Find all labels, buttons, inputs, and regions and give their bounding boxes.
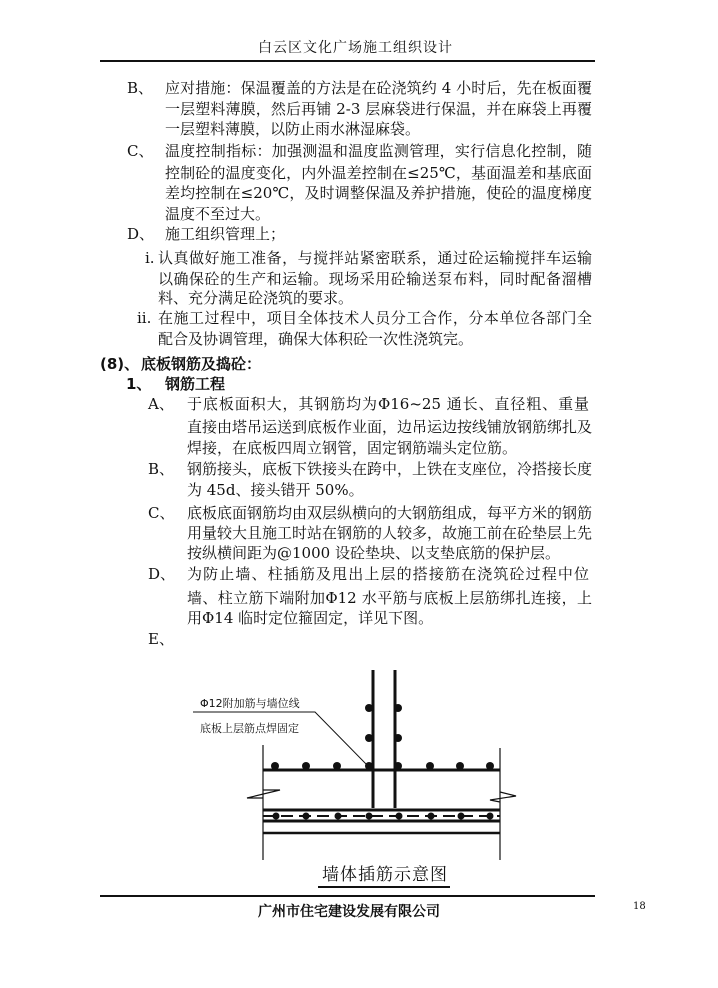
item-label-A: A、 (148, 395, 174, 413)
item-B-line: 一层塑料薄膜，然后再铺 2-3 层麻袋进行保温，并在麻袋上再覆 (165, 100, 592, 118)
item-B2-line: 为 45d、接头错开 50%。 (187, 481, 364, 499)
item-C2-line: 按纵横间距为@1000 设砼垫块、以支垫底筋的保护层。 (187, 544, 560, 562)
figure-caption: 墙体插筋示意图 (322, 865, 448, 885)
item-D2-line: 用Φ14 临时定位箍固定，详见下图。 (187, 609, 434, 627)
item-D2-line: 墙、柱立筋下端附加Φ12 水平筋与底板上层筋绑扎连接，上 (187, 589, 592, 607)
footer-company: 广州市住宅建设发展有限公司 (258, 904, 440, 920)
item-C2-line: 用量较大且施工时站在钢筋的人较多，故施工前在砼垫层上先 (187, 524, 592, 542)
item-A-line: 焊接，在底板四周立钢管，固定钢筋端头定位筋。 (187, 439, 518, 457)
item-C-line: 控制砼的温度变化，内外温差控制在≤25℃，基面温差和基底面 (165, 164, 592, 182)
item-label-C2: C、 (148, 504, 175, 522)
item-label-C: C、 (127, 142, 154, 160)
item-label-B: B、 (127, 79, 154, 97)
subsection-1-label: 1、 (126, 375, 152, 393)
subitem-ii-line: 配合及协调管理，确保大体积砼一次性浇筑完。 (158, 330, 474, 348)
section-8-title: 底板钢筋及捣砼： (141, 355, 262, 373)
subitem-i-line: 以确保砼的生产和运输。现场采用砼输送泵布料，同时配备溜槽 (158, 270, 592, 288)
page-number: 18 (633, 901, 646, 912)
item-C-line: 差均控制在≤20℃，及时调整保温及养护措施，使砼的温度梯度 (165, 184, 592, 202)
figure-caption-underline (318, 886, 450, 888)
item-A-line: 直接由塔吊运送到底板作业面，边吊运边按线铺放钢筋绑扎及 (187, 418, 592, 436)
item-B-line: 应对措施：保温覆盖的方法是在砼浇筑约 4 小时后，先在板面覆 (165, 79, 592, 97)
subitem-label-i: i. (145, 249, 155, 267)
subsection-1-title: 钢筋工程 (165, 375, 226, 393)
item-C-line: 温度控制指标：加强测温和温度监测管理，实行信息化控制，随 (165, 142, 592, 160)
footer-rule (100, 895, 595, 897)
item-A-line: 于底板面积大，其钢筋均为Φ16~25 通长、直径粗、重量 (187, 395, 589, 413)
subitem-ii-line: 在施工过程中，项目全体技术人员分工合作，分本单位各部门全 (158, 309, 592, 327)
item-D-text: 施工组织管理上； (165, 225, 286, 243)
subitem-i-line: 料、充分满足砼浇筑的要求。 (158, 289, 354, 307)
item-B2-line: 钢筋接头，底板下铁接头在跨中，上铁在支座位，冷搭接长度 (187, 460, 592, 478)
figure-label-line2: 底板上层筋点焊固定 (200, 722, 299, 735)
item-C-line: 温度不至过大。 (165, 205, 271, 223)
item-label-D: D、 (127, 225, 155, 243)
item-C2-line: 底板底面钢筋均由双层纵横向的大钢筋组成，每平方米的钢筋 (187, 504, 592, 522)
figure-label-line1: Φ12附加筋与墙位线 (200, 697, 300, 710)
section-8-label: (8)、 (100, 355, 140, 373)
item-B-line: 一层塑料薄膜，以防止雨水淋湿麻袋。 (165, 120, 421, 138)
item-D2-line: 为防止墙、柱插筋及甩出上层的搭接筋在浇筑砼过程中位 (187, 565, 589, 583)
item-label-B2: B、 (148, 460, 175, 478)
item-label-E: E、 (148, 630, 174, 648)
page-header-title: 白云区文化广场施工组织设计 (258, 40, 453, 56)
subitem-i-line: 认真做好施工准备，与搅拌站紧密联系，通过砼运输搅拌车运输 (158, 249, 592, 267)
item-label-D2: D、 (148, 565, 176, 583)
subitem-label-ii: ii. (137, 309, 152, 327)
